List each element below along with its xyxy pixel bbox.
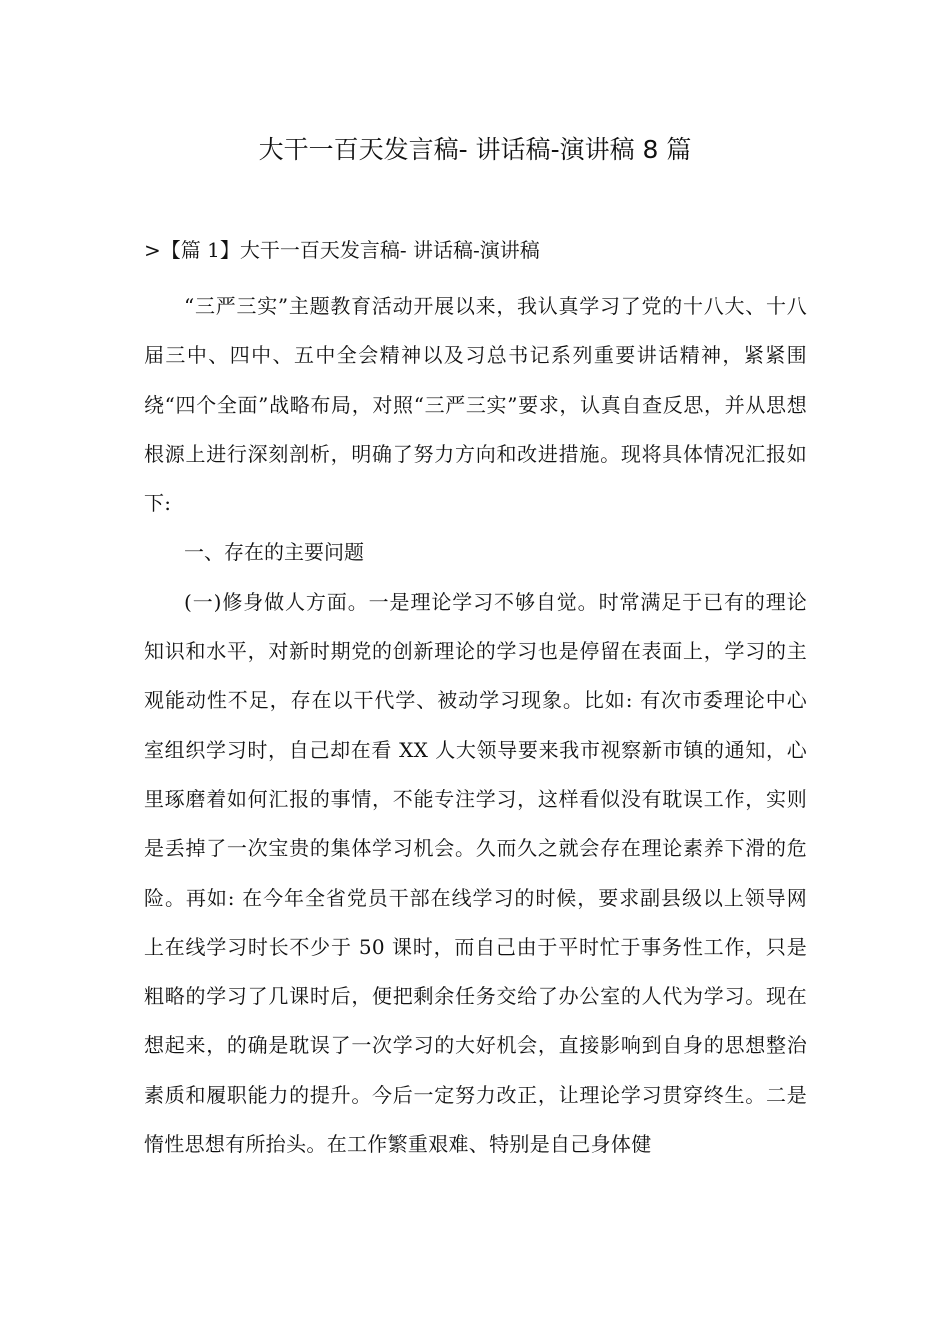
document-body bbox=[144, 282, 807, 1169]
document-title: 大干一百天发言稿- 讲话稿-演讲稿 8 篇 bbox=[258, 135, 692, 164]
subheading-main-problems: 一、存在的主要问题 bbox=[184, 540, 364, 565]
body-paragraph: (一)修身做人方面。一是理论学习不够自觉。时常满足于已有的理论知识和水平，对新时期党的创新理论的学习也是停留在表面上，学习的主观能动性不足，存在以干代学、被动学习现象。比如: 有次市委理论中心室组织学习时，自己却在看 XX 人大领导要来我市视察新市镇的通知，心里琢磨着如何汇报的事情，不能专注学习，这样看似没有耽误工作，实则是丢掉了一次宝贵的集体学习机会。久而久之就会存在理论素养下滑的危险。再如: 在今年全省党员干部在线学习的时候，要求副县级以上领导网上在线学习时长不少于 50 课时，而自己由于平时忙于事务性工作，只是粗略的学习了几课时后，便把剩余任务交给了办公室的人代为学习。现在想起来，的确是耽误了一次学习的大好机会，直接影响到自身的思想整治素质和履职能力的提升。今后一定努力改正，让理论学习贯穿终生。二是惰性思想有所抬头。在工作繁重艰难、特别是自己身体健 bbox=[144, 589, 807, 1157]
intro-paragraph: “三严三实”主题教育活动开展以来，我认真学习了党的十八大、十八届三中、四中、五中全会精神以及习总书记系列重要讲话精神，紧紧围绕“四个全面”战略布局，对照“三严三实”要求，认真自查反思，并从思想根源上进行深刻剖析，明确了努力方向和改进措施。现将具体情况汇报如下: bbox=[144, 294, 807, 516]
section-heading: >【篇 1】大干一百天发言稿- 讲话稿-演讲稿 bbox=[144, 238, 540, 262]
